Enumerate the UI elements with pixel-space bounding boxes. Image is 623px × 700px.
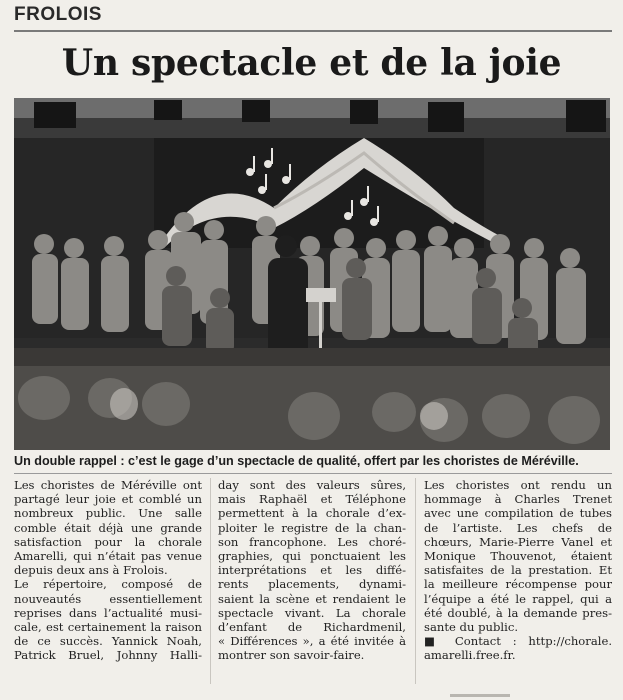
text-line: Monique Thouvenot, étaient (424, 549, 612, 564)
article-column-3 (424, 478, 612, 663)
text-line: cale, est certainement la raison (14, 620, 202, 635)
text-line: satisfaction pour la chorale (14, 534, 202, 549)
text-line: avec une compilation de tubes (424, 506, 612, 521)
text-line: comble était déjà une grande (14, 520, 202, 535)
text-line: permettent à la chorale d’ex- (218, 506, 406, 521)
text-line: Amarelli, qui n’était pas venue (14, 549, 202, 564)
stage-light (428, 102, 464, 132)
text-line: day sont des valeurs sûres, (218, 478, 406, 492)
text-line: d’enfant de Richardmenil, (218, 620, 406, 635)
stage-light (242, 100, 270, 122)
stage-light (154, 100, 182, 120)
text-line: « Différences », a été invitée à (218, 634, 406, 649)
stage-light (34, 102, 76, 128)
article-column-2 (218, 478, 406, 663)
text-line: Le répertoire, composé de (14, 577, 202, 592)
text-line: son francophone. Les choré- (218, 534, 406, 549)
text-line: graphies, qui ponctuaient les (218, 549, 406, 564)
stage-light (566, 100, 606, 132)
text-line: satisfaites de la prestation. Et (424, 563, 612, 578)
caption-divider (14, 473, 612, 474)
article-column-1 (14, 478, 202, 663)
page-fragment (450, 694, 510, 697)
section-header (14, 4, 612, 32)
text-line: ploiter le registre de la chan- (218, 520, 406, 535)
text-line: hommage à Charles Trenet (424, 492, 612, 507)
column-divider (210, 478, 211, 684)
text-line: Les choristes de Méréville ont (14, 478, 202, 492)
text-line: nombreux public. Une salle (14, 506, 202, 521)
text-line: chœurs, Marie-Pierre Vanel et (424, 534, 612, 549)
section-label: FROLOIS (14, 4, 102, 25)
choir-photo (14, 98, 610, 450)
text-line: mais Raphaël et Téléphone (218, 492, 406, 507)
text-line: spectacle vivant. La chorale (218, 605, 406, 620)
text-line: montrer son savoir-faire. (218, 648, 365, 663)
text-line: Les choristes ont rendu un (424, 478, 612, 492)
stage-light (350, 100, 378, 124)
text-line: sante du public. (424, 620, 519, 635)
text-line: partagé leur joie et comblé un (14, 492, 202, 507)
photo-caption: Un double rappel : c’est le gage d’un spectacle de qualité, offert par les choristes de Méréville. (14, 454, 579, 468)
text-line: l’équipe a été le rappel, qui a (424, 591, 612, 606)
text-line: reprises dans l’actualité musi- (14, 605, 202, 620)
text-line: de ce succès. Yannick Noah, (14, 634, 202, 649)
text-line: Patrick Bruel, Johnny Halli- (14, 648, 202, 663)
column-divider (415, 478, 416, 684)
text-line: de l’artiste. Les chefs de (424, 520, 612, 535)
contact-link-line[interactable]: ■ Contact : http://chorale. (424, 634, 612, 649)
contact-link-line[interactable]: amarelli.free.fr. (424, 648, 516, 663)
text-line: rents placements, dynami- (218, 577, 406, 592)
text-line: été doublé, à la demande pres- (424, 605, 612, 620)
stage-floor (14, 348, 610, 368)
text-line: la meilleure récompense pour (424, 577, 612, 592)
text-line: depuis deux ans à Frolois. (14, 563, 168, 578)
choir-photo-illustration (14, 98, 610, 450)
text-line: nouveautés essentiellement (14, 591, 202, 606)
headline: Un spectacle et de la joie (61, 42, 562, 84)
text-line: interprétations et les diffé- (218, 563, 406, 578)
text-line: saient la scène et rendaient le (218, 591, 406, 606)
